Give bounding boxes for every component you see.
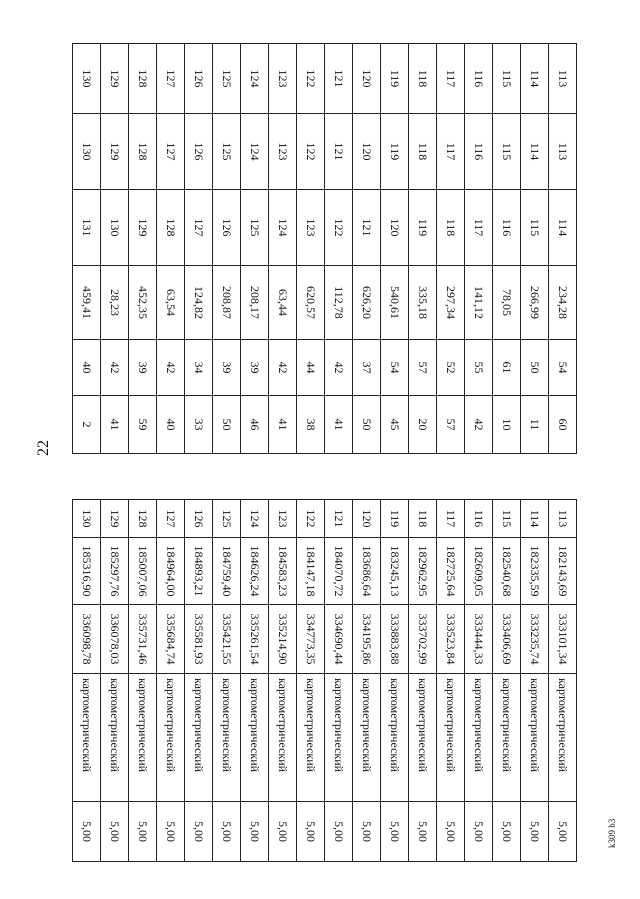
table-row [269, 44, 297, 454]
table-cell: 126 [213, 190, 241, 266]
table-cell: 127 [157, 500, 185, 538]
table-cell: 55 [465, 340, 493, 396]
table-row [129, 500, 157, 862]
table-cell: 114 [521, 114, 549, 190]
table-cell: 61 [493, 340, 521, 396]
table-cell: 183686,64 [353, 538, 381, 605]
table-cell: 184147,18 [297, 538, 325, 605]
table-row [73, 44, 101, 454]
table-cell: 125 [213, 44, 241, 114]
table-cell: 118 [409, 44, 437, 114]
table-cell: 41 [101, 396, 129, 454]
table-cell: 39 [241, 340, 269, 396]
table-cell: 131 [73, 190, 101, 266]
table-cell: 115 [493, 500, 521, 538]
table-cell: 112,78 [325, 266, 353, 340]
table-cell: картометрический [437, 674, 465, 802]
table-cell: 184759,40 [213, 538, 241, 605]
table-cell: картометрический [213, 674, 241, 802]
table-cell: 334690,44 [325, 605, 353, 674]
table-cell: 182609,05 [465, 538, 493, 605]
table-row [381, 44, 409, 454]
table-cell: 208,17 [241, 266, 269, 340]
table-cell: 334195,86 [353, 605, 381, 674]
table-cell: 183245,13 [381, 538, 409, 605]
table-cell: 113 [549, 44, 577, 114]
table-row [437, 500, 465, 862]
table-cell: 122 [325, 190, 353, 266]
table-cell: 54 [549, 340, 577, 396]
table-cell: 182962,95 [409, 538, 437, 605]
table-cell: 126 [185, 114, 213, 190]
table-cell: 122 [297, 44, 325, 114]
table-row [73, 500, 101, 862]
table-cell: 452,35 [129, 266, 157, 340]
table-cell: 5,00 [157, 802, 185, 862]
table-cell: 124 [269, 190, 297, 266]
table-cell: 5,00 [381, 802, 409, 862]
table-cell: 127 [157, 114, 185, 190]
table-row [409, 500, 437, 862]
table-cell: 125 [213, 114, 241, 190]
table-cell: 42 [269, 340, 297, 396]
table-cell: 121 [325, 500, 353, 538]
table-cell: 119 [381, 500, 409, 538]
table-cell: 121 [353, 190, 381, 266]
table-cell: 335684,74 [157, 605, 185, 674]
table-cell: 54 [381, 340, 409, 396]
top-table-wrapper [72, 43, 577, 454]
table-cell: картометрический [157, 674, 185, 802]
table-cell: 336078,03 [101, 605, 129, 674]
table-cell: 39 [213, 340, 241, 396]
table-cell: 333235,74 [521, 605, 549, 674]
table-row [213, 44, 241, 454]
table-cell: 117 [437, 500, 465, 538]
table-cell: 297,34 [437, 266, 465, 340]
table-cell: 130 [101, 190, 129, 266]
table-cell: 116 [465, 44, 493, 114]
table-cell: 114 [549, 190, 577, 266]
table-cell: 335,18 [409, 266, 437, 340]
table-cell: 117 [465, 190, 493, 266]
table-cell: 2 [73, 396, 101, 454]
table-cell: 234,28 [549, 266, 577, 340]
table-cell: 5,00 [73, 802, 101, 862]
table-row [101, 44, 129, 454]
table-cell: 45 [381, 396, 409, 454]
table-cell: 620,57 [297, 266, 325, 340]
table-row [129, 44, 157, 454]
table-cell: 335731,46 [129, 605, 157, 674]
table-row [241, 44, 269, 454]
table-cell: 333101,34 [549, 605, 577, 674]
table-cell: 185007,06 [129, 538, 157, 605]
table-cell: 128 [129, 500, 157, 538]
table-row [521, 500, 549, 862]
table-cell: 34 [185, 340, 213, 396]
table-row [269, 500, 297, 862]
page-number: 22 [35, 440, 52, 456]
table-row [521, 44, 549, 454]
table-row [493, 500, 521, 862]
table-cell: 335261,54 [241, 605, 269, 674]
table-cell: 126 [185, 44, 213, 114]
table-cell: 40 [73, 340, 101, 396]
table-cell: 113 [549, 500, 577, 538]
table-cell: 184964,00 [157, 538, 185, 605]
table-cell: 130 [73, 44, 101, 114]
table-cell: 130 [73, 114, 101, 190]
table-cell: 182540,68 [493, 538, 521, 605]
table-cell: 5,00 [409, 802, 437, 862]
table-cell: 42 [325, 340, 353, 396]
table-cell: 124 [241, 44, 269, 114]
table-cell: 44 [297, 340, 325, 396]
table-cell: 28,23 [101, 266, 129, 340]
table-cell: 50 [213, 396, 241, 454]
bottom-table-wrapper [72, 499, 577, 862]
table-cell: 182335,59 [521, 538, 549, 605]
table-cell: 5,00 [493, 802, 521, 862]
table-cell: 124,82 [185, 266, 213, 340]
table-row [101, 500, 129, 862]
table-row [549, 500, 577, 862]
table-cell: 50 [521, 340, 549, 396]
table-cell: 39 [129, 340, 157, 396]
table-cell: 59 [129, 396, 157, 454]
table-cell: 5,00 [549, 802, 577, 862]
table-cell: 129 [129, 190, 157, 266]
table-cell: 115 [493, 44, 521, 114]
table-cell: 63,54 [157, 266, 185, 340]
table-cell: 123 [297, 190, 325, 266]
table-row [297, 500, 325, 862]
table-cell: картометрический [409, 674, 437, 802]
table-cell: 184893,21 [185, 538, 213, 605]
table-cell: 126 [185, 500, 213, 538]
table-cell: 123 [269, 114, 297, 190]
table-cell: 333406,69 [493, 605, 521, 674]
table-cell: 184583,23 [269, 538, 297, 605]
table-cell: 41 [269, 396, 297, 454]
table-cell: 52 [437, 340, 465, 396]
table-cell: 185297,76 [101, 538, 129, 605]
table-row [353, 44, 381, 454]
table-cell: 120 [353, 114, 381, 190]
table-row [325, 500, 353, 862]
table-cell: 115 [521, 190, 549, 266]
table-cell: 335581,93 [185, 605, 213, 674]
table-cell: картометрический [549, 674, 577, 802]
table-cell: 127 [185, 190, 213, 266]
table-cell: 60 [549, 396, 577, 454]
table-cell: 5,00 [325, 802, 353, 862]
table-cell: 5,00 [297, 802, 325, 862]
table-cell: 115 [493, 114, 521, 190]
table-cell: 124 [241, 500, 269, 538]
table-cell: 50 [353, 396, 381, 454]
table-cell: 129 [101, 500, 129, 538]
table-cell: 5,00 [185, 802, 213, 862]
table-cell: 116 [493, 190, 521, 266]
table-cell: 335214,90 [269, 605, 297, 674]
table-cell: 41 [325, 396, 353, 454]
table-cell: 114 [521, 44, 549, 114]
table-cell: 5,00 [101, 802, 129, 862]
table-row [465, 44, 493, 454]
table-row [437, 44, 465, 454]
table-cell: 333444,33 [465, 605, 493, 674]
table-row [493, 44, 521, 454]
table-cell: 10 [493, 396, 521, 454]
table-cell: 5,00 [353, 802, 381, 862]
table-cell: 129 [101, 44, 129, 114]
table-cell: 42 [465, 396, 493, 454]
table-cell: 121 [325, 114, 353, 190]
table-cell: 57 [409, 340, 437, 396]
table-row [409, 44, 437, 454]
table-row [353, 500, 381, 862]
table-cell: картометрический [465, 674, 493, 802]
table-cell: 184626,24 [241, 538, 269, 605]
table-cell: 129 [101, 114, 129, 190]
table-cell: 182143,69 [549, 538, 577, 605]
table-cell: 128 [129, 44, 157, 114]
table-cell: 128 [157, 190, 185, 266]
table-row [241, 500, 269, 862]
table-cell: 5,00 [269, 802, 297, 862]
table-cell: 37 [353, 340, 381, 396]
table-row [157, 44, 185, 454]
top-data-table [72, 43, 577, 454]
table-cell: 113 [549, 114, 577, 190]
table-cell: 123 [269, 500, 297, 538]
table-cell: картометрический [493, 674, 521, 802]
table-row [185, 44, 213, 454]
table-cell: 5,00 [241, 802, 269, 862]
table-cell: 130 [73, 500, 101, 538]
table-cell: 42 [101, 340, 129, 396]
table-cell: 5,00 [521, 802, 549, 862]
table-cell: 335421,55 [213, 605, 241, 674]
table-cell: 141,12 [465, 266, 493, 340]
table-cell: картометрический [73, 674, 101, 802]
table-cell: 120 [353, 500, 381, 538]
table-cell: картометрический [129, 674, 157, 802]
table-row [297, 44, 325, 454]
table-cell: 127 [157, 44, 185, 114]
footer-code: k309 b3 [607, 818, 617, 848]
table-cell: картометрический [353, 674, 381, 802]
table-cell: 124 [241, 114, 269, 190]
table-cell: картометрический [297, 674, 325, 802]
table-cell: 120 [381, 190, 409, 266]
table-cell: 208,87 [213, 266, 241, 340]
table-cell: картометрический [325, 674, 353, 802]
table-row [325, 44, 353, 454]
table-cell: 20 [409, 396, 437, 454]
table-cell: 122 [297, 114, 325, 190]
table-cell: 121 [325, 44, 353, 114]
table-cell: 184070,72 [325, 538, 353, 605]
table-cell: 119 [381, 114, 409, 190]
table-cell: 5,00 [129, 802, 157, 862]
table-cell: картометрический [381, 674, 409, 802]
table-cell: 459,41 [73, 266, 101, 340]
table-cell: 119 [409, 190, 437, 266]
table-cell: 266,99 [521, 266, 549, 340]
table-cell: 336098,78 [73, 605, 101, 674]
table-cell: 11 [521, 396, 549, 454]
table-cell: 333702,99 [409, 605, 437, 674]
table-cell: 118 [409, 114, 437, 190]
table-cell: 116 [465, 500, 493, 538]
table-cell: 42 [157, 340, 185, 396]
table-cell: 626,20 [353, 266, 381, 340]
table-cell: 125 [213, 500, 241, 538]
table-cell: 185316,90 [73, 538, 101, 605]
table-cell: 123 [269, 44, 297, 114]
table-cell: 182725,64 [437, 538, 465, 605]
table-cell: 78,05 [493, 266, 521, 340]
table-cell: 125 [241, 190, 269, 266]
table-cell: 333523,84 [437, 605, 465, 674]
table-cell: 114 [521, 500, 549, 538]
table-cell: картометрический [185, 674, 213, 802]
table-cell: 117 [437, 114, 465, 190]
table-cell: 46 [241, 396, 269, 454]
table-cell: 5,00 [437, 802, 465, 862]
table-row [549, 44, 577, 454]
table-cell: 128 [129, 114, 157, 190]
table-cell: 57 [437, 396, 465, 454]
table-row [381, 500, 409, 862]
table-row [157, 500, 185, 862]
table-cell: 117 [437, 44, 465, 114]
table-cell: 118 [437, 190, 465, 266]
table-cell: 540,61 [381, 266, 409, 340]
table-cell: 38 [297, 396, 325, 454]
bottom-data-table [72, 499, 577, 862]
table-cell: 118 [409, 500, 437, 538]
table-cell: 116 [465, 114, 493, 190]
table-cell: 122 [297, 500, 325, 538]
table-row [465, 500, 493, 862]
table-cell: 119 [381, 44, 409, 114]
table-cell: 333883,88 [381, 605, 409, 674]
table-cell: картометрический [521, 674, 549, 802]
table-cell: картометрический [269, 674, 297, 802]
table-cell: 40 [157, 396, 185, 454]
table-cell: картометрический [101, 674, 129, 802]
table-cell: картометрический [241, 674, 269, 802]
table-cell: 63,44 [269, 266, 297, 340]
table-row [213, 500, 241, 862]
table-cell: 5,00 [465, 802, 493, 862]
table-cell: 5,00 [213, 802, 241, 862]
table-cell: 334773,35 [297, 605, 325, 674]
table-cell: 120 [353, 44, 381, 114]
table-cell: 33 [185, 396, 213, 454]
table-row [185, 500, 213, 862]
